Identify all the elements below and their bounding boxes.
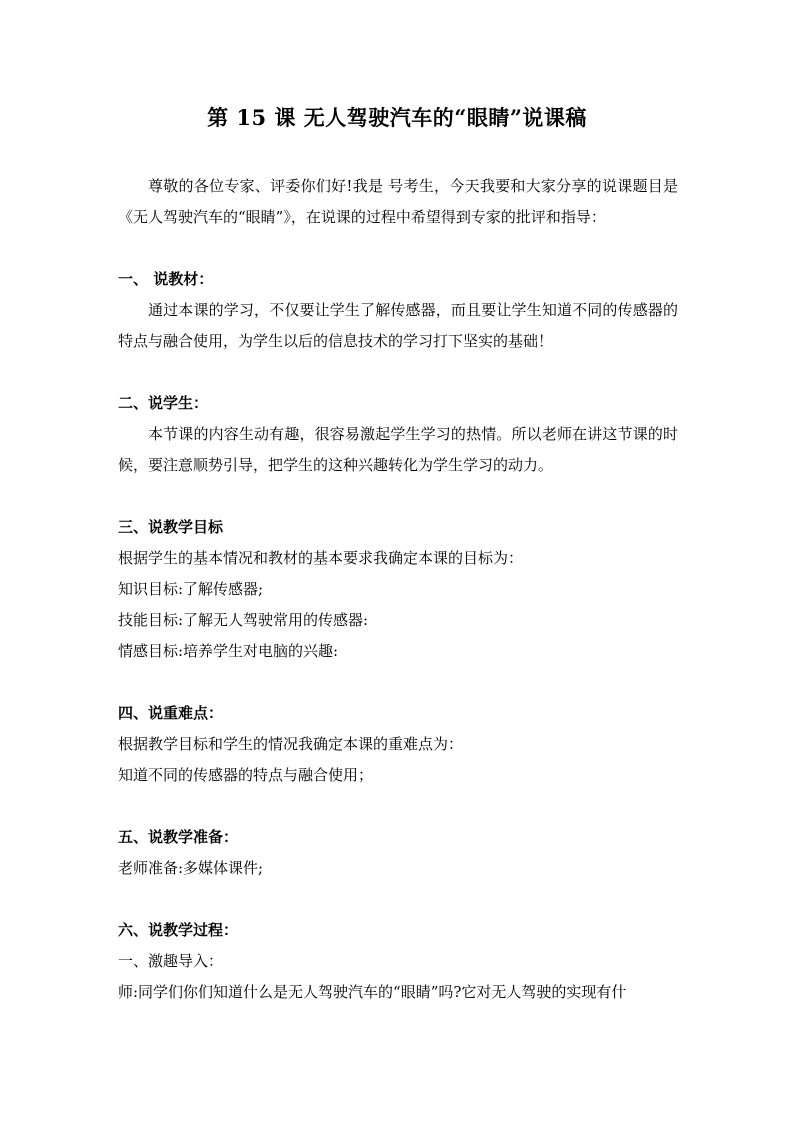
section-heading: 六、说教学过程：	[118, 921, 239, 939]
section-line: 一、激趣导入：	[118, 952, 224, 970]
intro-paragraph: 尊敬的各位专家、评委你们好!我是 号考生，今天我要和大家分享的说课题目是《无人驾驶汽车的“眼睛”》，在说课的过程中希望得到专家的批评和指导：	[118, 177, 678, 226]
section-heading: 三、说教学目标	[118, 518, 224, 536]
document-title: 第 15 课 无人驾驶汽车的“眼睛”说课稿	[207, 105, 587, 130]
section-line: 老师准备:多媒体课件;	[118, 859, 264, 877]
section-line: 根据学生的基本情况和教材的基本要求我确定本课的目标为：	[118, 549, 524, 567]
section-key-points	[118, 698, 678, 791]
section-line: 情感目标:培养学生对电脑的兴趣:	[118, 642, 339, 660]
section-line: 知识目标:了解传感器;	[118, 580, 264, 598]
section-textbook	[118, 264, 678, 357]
section-heading: 四、说重难点：	[118, 704, 224, 722]
section-heading: 一、 说教材：	[118, 270, 214, 288]
section-objectives	[118, 512, 678, 667]
section-preparation	[118, 822, 678, 884]
section-heading: 五、说教学准备：	[118, 828, 239, 846]
section-line: 师:同学们你们知道什么是无人驾驶汽车的“眼睛”吗?它对无人驾驶的实现有什	[118, 983, 627, 1001]
section-heading: 二、说学生：	[118, 394, 209, 412]
section-students	[118, 388, 678, 481]
document-body	[118, 171, 678, 1008]
section-paragraph: 通过本课的学习，不仅要让学生了解传感器，而且要让学生知道不同的传感器的特点与融合使用，为学生以后的信息技术的学习打下坚实的基础！	[118, 301, 678, 350]
section-line: 知道不同的传感器的特点与融合使用；	[118, 766, 374, 784]
section-line: 根据教学目标和学生的情况我确定本课的重难点为：	[118, 735, 464, 753]
section-process	[118, 915, 678, 1008]
section-paragraph: 本节课的内容生动有趣，很容易激起学生学习的热情。所以老师在讲这节课的时候，要注意顺势引导，把学生的这种兴趣转化为学生学习的动力。	[118, 425, 678, 474]
section-line: 技能目标:了解无人驾驶常用的传感器:	[118, 611, 369, 629]
